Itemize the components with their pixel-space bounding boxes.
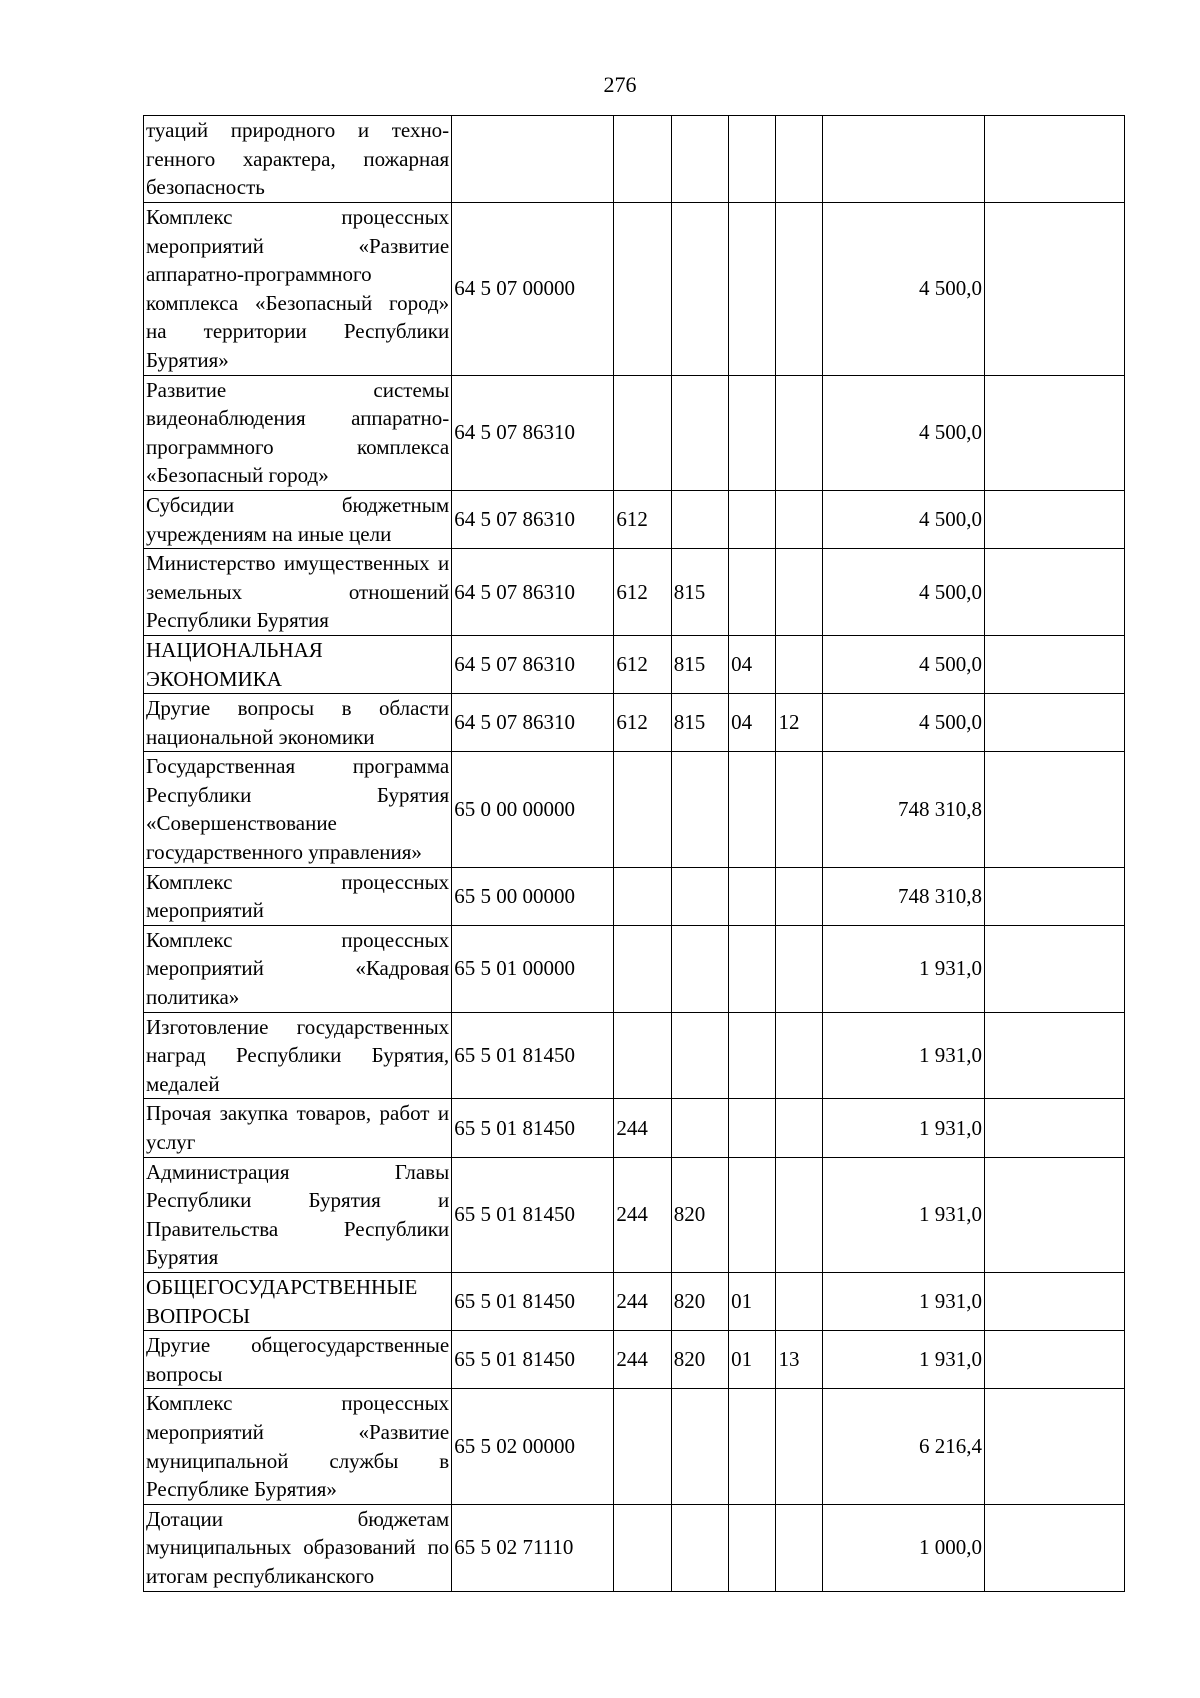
table-row: [144, 1099, 1125, 1157]
target-article-cell: 65 5 01 81450: [452, 1272, 614, 1330]
subsection-cell: [776, 925, 822, 1012]
amount-cell: 1 931,0: [822, 1272, 984, 1330]
administrator-cell: [671, 375, 728, 490]
section-cell: 01: [729, 1272, 776, 1330]
empty-column-cell: [984, 1389, 1124, 1504]
row-name-cell: Дотации бюджетам муниципальных образований по итогам республиканского: [144, 1504, 452, 1591]
amount-cell: 1 000,0: [822, 1504, 984, 1591]
table-row: [144, 694, 1125, 752]
target-article-cell: 64 5 07 86310: [452, 490, 614, 548]
section-cell: 04: [729, 694, 776, 752]
target-article-cell: 64 5 07 86310: [452, 549, 614, 636]
expense-type-cell: 244: [614, 1272, 671, 1330]
amount-cell: 4 500,0: [822, 490, 984, 548]
target-article-cell: 65 5 00 00000: [452, 867, 614, 925]
expense-type-cell: 244: [614, 1331, 671, 1389]
section-cell: [729, 1389, 776, 1504]
empty-column-cell: [984, 549, 1124, 636]
expense-type-cell: 612: [614, 549, 671, 636]
amount-cell: 4 500,0: [822, 203, 984, 376]
target-article-cell: 64 5 07 86310: [452, 375, 614, 490]
target-article-cell: 65 5 01 00000: [452, 925, 614, 1012]
row-name-cell: Администрация Главы Республики Бурятия и Правительства Республики Бурятия: [144, 1157, 452, 1272]
amount-cell: 4 500,0: [822, 549, 984, 636]
empty-column-cell: [984, 867, 1124, 925]
empty-column-cell: [984, 375, 1124, 490]
administrator-cell: 815: [671, 549, 728, 636]
empty-column-cell: [984, 1157, 1124, 1272]
empty-column-cell: [984, 635, 1124, 693]
empty-column-cell: [984, 116, 1124, 203]
table-row: [144, 549, 1125, 636]
subsection-cell: [776, 1504, 822, 1591]
administrator-cell: 815: [671, 694, 728, 752]
table-row: [144, 1012, 1125, 1099]
administrator-cell: [671, 116, 728, 203]
amount-cell: 748 310,8: [822, 867, 984, 925]
administrator-cell: 815: [671, 635, 728, 693]
target-article-cell: 65 5 02 71110: [452, 1504, 614, 1591]
empty-column-cell: [984, 694, 1124, 752]
row-name-cell: Государственная программа Республики Бурятия «Совершенствование государственного управления»: [144, 752, 452, 867]
amount-cell: 1 931,0: [822, 925, 984, 1012]
subsection-cell: [776, 116, 822, 203]
row-name-cell: Министерство имущественных и земельных отношений Республики Бурятия: [144, 549, 452, 636]
table-row: [144, 867, 1125, 925]
section-cell: [729, 1157, 776, 1272]
section-cell: [729, 1099, 776, 1157]
row-name-cell: Другие вопросы в области национальной экономики: [144, 694, 452, 752]
amount-cell: 6 216,4: [822, 1389, 984, 1504]
amount-cell: [822, 116, 984, 203]
subsection-cell: 12: [776, 694, 822, 752]
amount-cell: 1 931,0: [822, 1099, 984, 1157]
expense-type-cell: [614, 116, 671, 203]
table-row: [144, 925, 1125, 1012]
target-article-cell: 65 5 01 81450: [452, 1012, 614, 1099]
administrator-cell: 820: [671, 1272, 728, 1330]
table-row: [144, 116, 1125, 203]
row-name-cell: Комплекс процессных мероприятий «Развитие аппаратно-программного комплекса «Безопасный город» на территории Республики Бурятия»: [144, 203, 452, 376]
row-name-cell: Развитие системы видеонаблюдения аппаратно-программного комплекса «Безопасный город»: [144, 375, 452, 490]
section-cell: [729, 867, 776, 925]
subsection-cell: [776, 375, 822, 490]
amount-cell: 1 931,0: [822, 1157, 984, 1272]
table-row: [144, 1331, 1125, 1389]
administrator-cell: 820: [671, 1157, 728, 1272]
section-cell: [729, 549, 776, 636]
table-row: [144, 203, 1125, 376]
target-article-cell: 65 5 02 00000: [452, 1389, 614, 1504]
table-row: [144, 490, 1125, 548]
table-row: [144, 375, 1125, 490]
section-cell: [729, 375, 776, 490]
expense-type-cell: [614, 1504, 671, 1591]
amount-cell: 4 500,0: [822, 694, 984, 752]
expense-type-cell: [614, 203, 671, 376]
row-name-cell: ОБЩЕГОСУДАРСТВЕННЫЕ ВОПРОСЫ: [144, 1272, 452, 1330]
target-article-cell: [452, 116, 614, 203]
section-cell: 01: [729, 1331, 776, 1389]
table-body: [144, 116, 1125, 1592]
administrator-cell: 820: [671, 1331, 728, 1389]
amount-cell: 748 310,8: [822, 752, 984, 867]
section-cell: [729, 203, 776, 376]
empty-column-cell: [984, 490, 1124, 548]
row-name-cell: Комплекс процессных мероприятий: [144, 867, 452, 925]
row-name-cell: Прочая закупка товаров, работ и услуг: [144, 1099, 452, 1157]
subsection-cell: [776, 1099, 822, 1157]
empty-column-cell: [984, 1099, 1124, 1157]
expense-type-cell: [614, 752, 671, 867]
subsection-cell: [776, 867, 822, 925]
subsection-cell: [776, 490, 822, 548]
section-cell: [729, 116, 776, 203]
administrator-cell: [671, 1504, 728, 1591]
target-article-cell: 65 0 00 00000: [452, 752, 614, 867]
expense-type-cell: 612: [614, 490, 671, 548]
table-row: [144, 752, 1125, 867]
expense-type-cell: [614, 925, 671, 1012]
row-name-cell: Субсидии бюджетным учреждениям на иные цели: [144, 490, 452, 548]
row-name-cell: Комплекс процессных мероприятий «Развитие муниципальной службы в Республике Бурятия»: [144, 1389, 452, 1504]
subsection-cell: [776, 203, 822, 376]
section-cell: [729, 1504, 776, 1591]
table-row: [144, 1389, 1125, 1504]
page-number: 276: [603, 72, 637, 97]
section-cell: 04: [729, 635, 776, 693]
expense-type-cell: 612: [614, 635, 671, 693]
empty-column-cell: [984, 1012, 1124, 1099]
subsection-cell: [776, 1389, 822, 1504]
subsection-cell: [776, 1012, 822, 1099]
expense-type-cell: 244: [614, 1099, 671, 1157]
table-row: [144, 1272, 1125, 1330]
section-cell: [729, 925, 776, 1012]
administrator-cell: [671, 752, 728, 867]
administrator-cell: [671, 1099, 728, 1157]
amount-cell: 1 931,0: [822, 1012, 984, 1099]
amount-cell: 4 500,0: [822, 635, 984, 693]
empty-column-cell: [984, 925, 1124, 1012]
empty-column-cell: [984, 1504, 1124, 1591]
section-cell: [729, 1012, 776, 1099]
administrator-cell: [671, 925, 728, 1012]
subsection-cell: [776, 549, 822, 636]
empty-column-cell: [984, 1272, 1124, 1330]
target-article-cell: 64 5 07 86310: [452, 635, 614, 693]
administrator-cell: [671, 867, 728, 925]
subsection-cell: [776, 752, 822, 867]
row-name-cell: туаций природного и техно-генного характера, пожарная безопасность: [144, 116, 452, 203]
administrator-cell: [671, 1012, 728, 1099]
table-row: [144, 1504, 1125, 1591]
expense-type-cell: [614, 1389, 671, 1504]
administrator-cell: [671, 1389, 728, 1504]
subsection-cell: [776, 635, 822, 693]
administrator-cell: [671, 490, 728, 548]
amount-cell: 4 500,0: [822, 375, 984, 490]
subsection-cell: [776, 1157, 822, 1272]
expense-type-cell: [614, 375, 671, 490]
table-row: [144, 635, 1125, 693]
administrator-cell: [671, 203, 728, 376]
section-cell: [729, 490, 776, 548]
budget-table: [143, 115, 1125, 1592]
row-name-cell: Другие общегосударственные вопросы: [144, 1331, 452, 1389]
target-article-cell: 65 5 01 81450: [452, 1099, 614, 1157]
target-article-cell: 64 5 07 00000: [452, 203, 614, 376]
row-name-cell: НАЦИОНАЛЬНАЯ ЭКОНОМИКА: [144, 635, 452, 693]
target-article-cell: 65 5 01 81450: [452, 1331, 614, 1389]
target-article-cell: 64 5 07 86310: [452, 694, 614, 752]
subsection-cell: 13: [776, 1331, 822, 1389]
table-row: [144, 1157, 1125, 1272]
row-name-cell: Комплекс процессных мероприятий «Кадровая политика»: [144, 925, 452, 1012]
expense-type-cell: [614, 867, 671, 925]
empty-column-cell: [984, 752, 1124, 867]
row-name-cell: Изготовление государственных наград Республики Бурятия, медалей: [144, 1012, 452, 1099]
amount-cell: 1 931,0: [822, 1331, 984, 1389]
empty-column-cell: [984, 1331, 1124, 1389]
subsection-cell: [776, 1272, 822, 1330]
target-article-cell: 65 5 01 81450: [452, 1157, 614, 1272]
empty-column-cell: [984, 203, 1124, 376]
expense-type-cell: [614, 1012, 671, 1099]
expense-type-cell: 244: [614, 1157, 671, 1272]
expense-type-cell: 612: [614, 694, 671, 752]
section-cell: [729, 752, 776, 867]
